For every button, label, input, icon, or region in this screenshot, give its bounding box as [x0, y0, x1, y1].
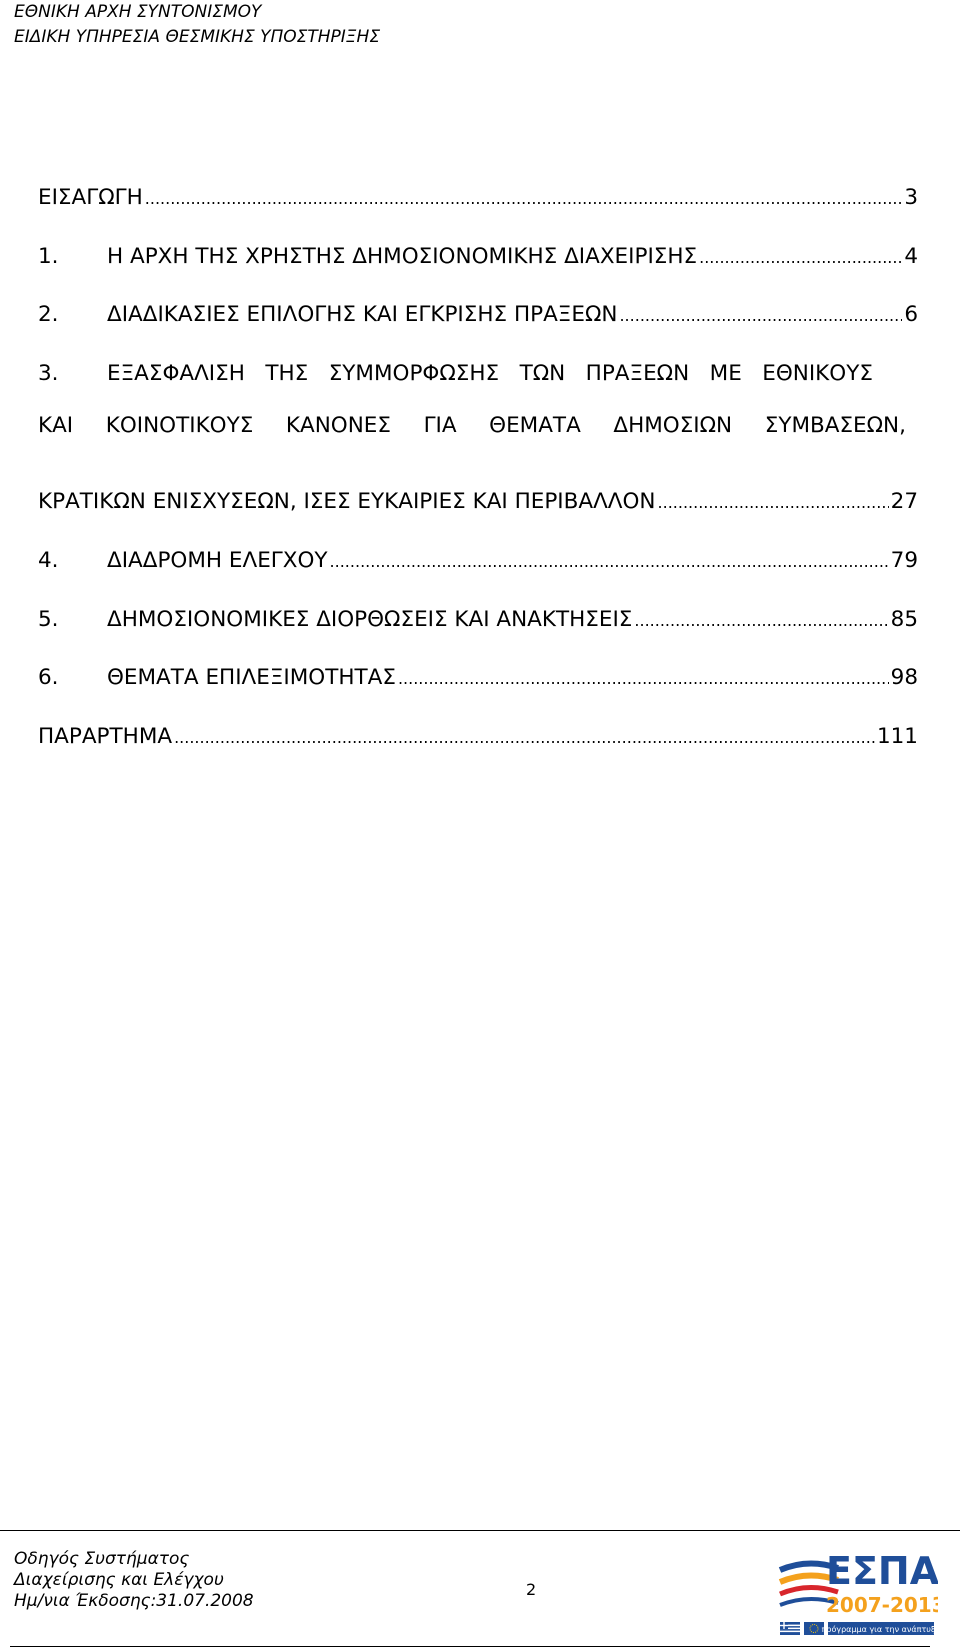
word: ΕΞΑΣΦΑΛΙΣΗ — [107, 361, 245, 386]
espa-logo-graphic — [778, 1540, 938, 1640]
word: ΚΑΝΟΝΕΣ — [285, 413, 391, 438]
word: ΠΡΑΞΕΩΝ — [585, 361, 690, 386]
toc-entry-page: 111 — [876, 724, 918, 749]
toc-entry-number: 2. — [38, 302, 59, 327]
toc-entry-page: 4 — [904, 244, 918, 269]
word: ΚΑΙ — [38, 413, 74, 438]
footer-guide-subtitle: Διαχείρισης και Ελέγχου — [14, 1570, 224, 1590]
toc-entry-page: 3 — [904, 185, 918, 210]
toc-entry-1[interactable] — [38, 244, 918, 284]
toc-leader — [634, 611, 888, 630]
toc-entry-number: 5. — [38, 607, 59, 632]
toc-entry-title: ΔΙΑΔΙΚΑΣΙΕΣ ΕΠΙΛΟΓΗΣ ΚΑΙ ΕΓΚΡΙΣΗΣ ΠΡΑΞΕΩΝ — [107, 302, 618, 327]
toc-entry-title-line1 — [107, 361, 918, 386]
toc-leader — [699, 248, 902, 267]
toc-entry-page: 6 — [904, 302, 918, 327]
toc-entry-3-line1[interactable] — [38, 361, 918, 401]
toc-entry-2[interactable] — [38, 302, 918, 342]
toc-entry-number: 6. — [38, 665, 59, 690]
header-service: ΕΙΔΙΚΗ ΥΠΗΡΕΣΙΑ ΘΕΣΜΙΚΗΣ ΥΠΟΣΤΗΡΙΞΗΣ — [14, 27, 381, 47]
word: ΣΥΜΒΑΣΕΩΝ, — [764, 413, 906, 438]
toc-leader — [174, 728, 875, 747]
logo-tagline: πρόγραμμα για την ανάπτυξη — [821, 1625, 938, 1634]
toc-entry-title-line3: ΚΡΑΤΙΚΩΝ ΕΝΙΣΧΥΣΕΩΝ, ΙΣΕΣ ΕΥΚΑΙΡΙΕΣ ΚΑΙ ΠΕΡΙΒΑΛΛΟΝ — [38, 489, 656, 514]
toc-entry-3-line2 — [38, 413, 906, 438]
toc-entry-5[interactable] — [38, 607, 918, 647]
page-number: 2 — [526, 1580, 537, 1599]
logo-wordmark: ΕΣΠΑ — [826, 1549, 938, 1593]
toc-entry-title: Η ΑΡΧΗ ΤΗΣ ΧΡΗΣΤΗΣ ΔΗΜΟΣΙΟΝΟΜΙΚΗΣ ΔΙΑΧΕΙΡΙΣΗΣ — [107, 244, 698, 269]
toc-entry-number: 4. — [38, 548, 59, 573]
toc-entry-title: ΘΕΜΑΤΑ ΕΠΙΛΕΞΙΜΟΤΗΤΑΣ — [107, 665, 396, 690]
word: ΤΗΣ — [265, 361, 309, 386]
toc-entry-annex[interactable] — [38, 724, 918, 764]
greek-flag-icon — [780, 1622, 800, 1635]
footer-bottom-rule — [10, 1646, 930, 1647]
toc-leader — [619, 306, 902, 325]
word: ΚΟΙΝΟΤΙΚΟΥΣ — [105, 413, 254, 438]
toc-entry-title: ΕΙΣΑΓΩΓΗ — [38, 185, 143, 210]
word: ΔΗΜΟΣΙΩΝ — [613, 413, 733, 438]
toc-entry-3-line3[interactable] — [38, 489, 918, 529]
toc-entry-page: 85 — [890, 607, 918, 632]
header-authority: ΕΘΝΙΚΗ ΑΡΧΗ ΣΥΝΤΟΝΙΣΜΟΥ — [14, 2, 262, 22]
footer-divider — [0, 1530, 960, 1531]
toc-leader — [330, 552, 889, 571]
word: ΕΘΝΙΚΟΥΣ — [762, 361, 873, 386]
footer-issue-date: Ημ/νια Έκδοσης:31.07.2008 — [14, 1591, 254, 1611]
toc-entry-6[interactable] — [38, 665, 918, 705]
word: ΜΕ — [709, 361, 742, 386]
toc-leader — [398, 669, 889, 688]
toc-leader — [658, 493, 889, 512]
toc-leader — [145, 189, 903, 208]
toc-entry-title: ΔΗΜΟΣΙΟΝΟΜΙΚΕΣ ΔΙΟΡΘΩΣΕΙΣ ΚΑΙ ΑΝΑΚΤΗΣΕΙΣ — [107, 607, 633, 632]
word: ΣΥΜΜΟΡΦΩΣΗΣ — [328, 361, 500, 386]
toc-entry-title: ΔΙΑΔΡΟΜΗ ΕΛΕΓΧΟΥ — [107, 548, 328, 573]
toc-entry-page: 98 — [890, 665, 918, 690]
toc-entry-title: ΠΑΡΑΡΤΗΜΑ — [38, 724, 173, 749]
toc-entry-number: 1. — [38, 244, 59, 269]
footer-document-info — [14, 1549, 254, 1612]
document-header — [14, 0, 380, 50]
toc-entry-4[interactable] — [38, 548, 918, 588]
word: ΤΩΝ — [519, 361, 566, 386]
toc-entry-page: 79 — [890, 548, 918, 573]
toc-entry-number: 3. — [38, 361, 59, 386]
word: ΘΕΜΑΤΑ — [489, 413, 581, 438]
toc-entry-intro[interactable] — [38, 185, 918, 225]
logo-years: 2007-2013 — [826, 1593, 938, 1617]
footer-guide-title: Οδηγός Συστήματος — [14, 1549, 190, 1569]
espa-logo — [778, 1540, 938, 1640]
word: ΓΙΑ — [423, 413, 457, 438]
toc-entry-page: 27 — [890, 489, 918, 514]
